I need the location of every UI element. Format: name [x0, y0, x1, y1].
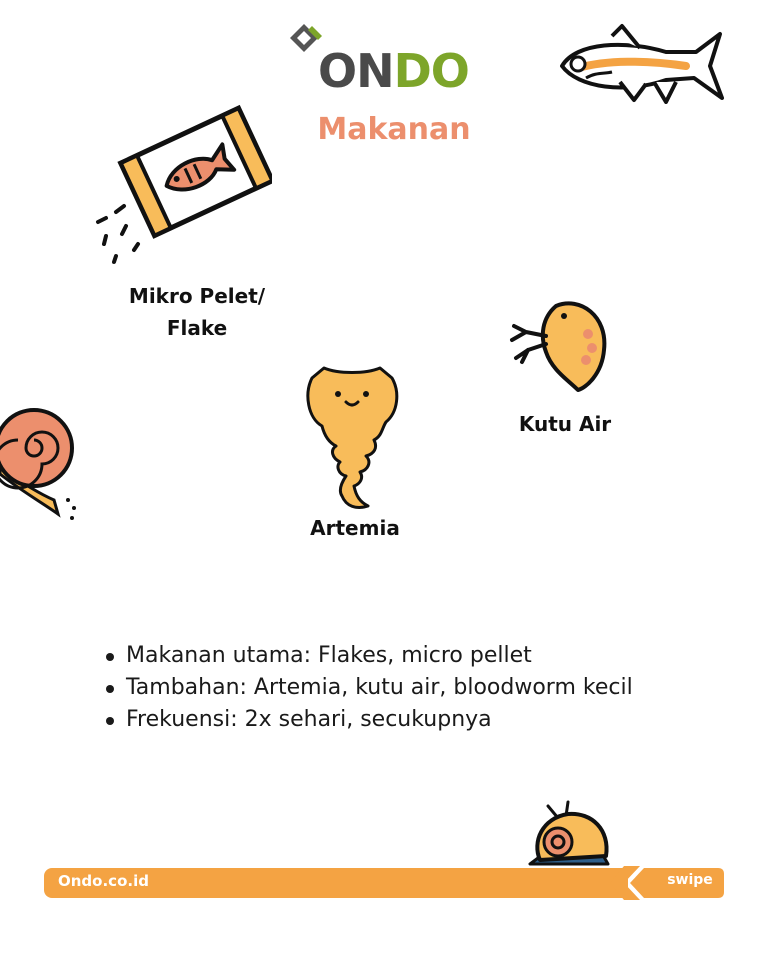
- logo-wordmark: [318, 44, 469, 98]
- list-item: Tambahan: Artemia, kutu air, bloodworm kecil: [104, 672, 633, 704]
- small-snail-icon: [528, 798, 614, 870]
- page-title: Makanan: [317, 112, 471, 147]
- logo-text-on: ON: [318, 44, 394, 98]
- daphnia-icon: [506, 296, 610, 392]
- food-packet-icon: [92, 104, 272, 268]
- food-label-kutu-air: Kutu Air: [518, 412, 612, 436]
- food-label-pelet: [112, 280, 282, 344]
- snail-icon: [0, 404, 82, 520]
- neon-fish-icon: [556, 22, 726, 104]
- logo-text-do: DO: [393, 44, 469, 98]
- list-item: Makanan utama: Flakes, micro pellet: [104, 640, 633, 672]
- list-item: Frekuensi: 2x sehari, secukupnya: [104, 704, 633, 736]
- food-label-pelet-line1: Mikro Pelet/: [128, 284, 266, 308]
- artemia-icon: [302, 364, 402, 512]
- footer-website[interactable]: Ondo.co.id: [58, 872, 149, 890]
- feeding-info-list: [104, 640, 633, 736]
- brand-logo: [288, 22, 488, 102]
- food-label-pelet-line2: Flake: [166, 316, 228, 340]
- swipe-label[interactable]: swipe: [667, 872, 713, 888]
- food-label-artemia: Artemia: [310, 516, 400, 540]
